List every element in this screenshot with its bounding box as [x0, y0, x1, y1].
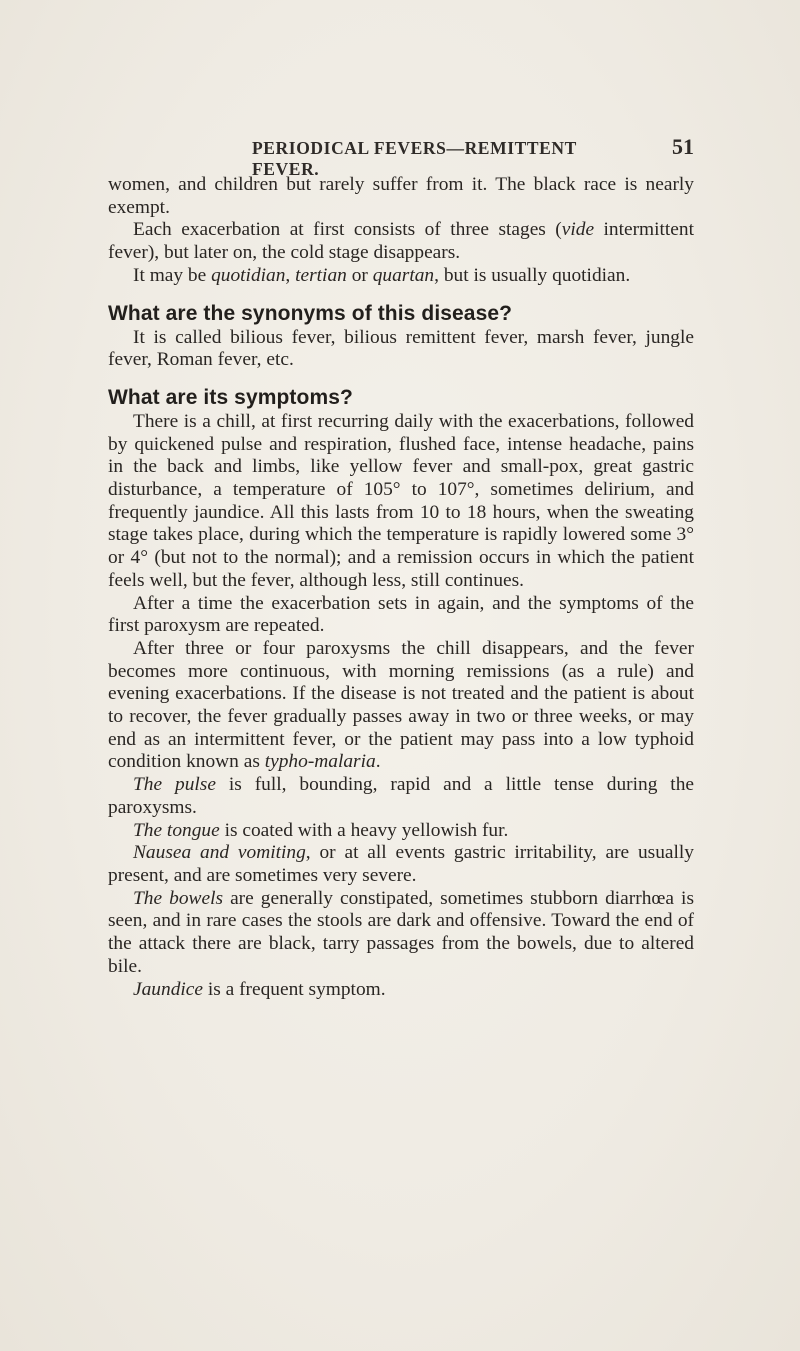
paragraph-exacerbation: After a time the exacerbation sets in again, and the symptoms of the first paroxysm are repeated. [108, 592, 694, 637]
page-number: 51 [672, 134, 694, 159]
paragraph-stages: Each exacerbation at first consists of three stages (vide intermittent fever), but later on, the cold stage disappears. [108, 219, 694, 264]
paragraph-synonyms: It is called bilious fever, bilious remittent fever, marsh fever, jungle fever, Roman fever, etc. [108, 326, 694, 371]
paragraph-types: It may be quotidian, tertian or quartan, but is usually quotidian. [133, 264, 631, 286]
paragraph-pulse: The pulse is full, bounding, rapid and a little tense during the paroxysms. [108, 774, 694, 818]
paragraph-chill: There is a chill, at first recurring daily with the exacerbations, followed by quickened pulse and respiration, flushed face, intense headache, pains in the back and limbs, like yellow fever and small-pox, great gastric disturbance, a temperature of 105° to 107°, sometimes delirium, and frequently jaundice. All this lasts from 10 to 18 hours, when the sweating stage takes place, during which the temperature is rapidly lowered some 3° or 4° (but not to the normal); and a remission occurs in which the patient feels well, but the fever, although less, still continues. [108, 410, 694, 591]
paragraph-paroxysms: After three or four paroxysms the chill disappears, and the fever becomes more continuous, with morning remissions (as a rule) and evening exacerbations. If the disease is not treated and the patient is about to recover, the fever gradually passes away in two or three weeks, or may end as an intermittent fever, or the patient may pass into a low typhoid condition known as typho-malaria. [108, 637, 694, 773]
question-heading-synonyms: What are the synonyms of this disease? [108, 301, 513, 325]
paragraph-bowels: The bowels are generally constipated, sometimes stubborn diarrhœa is seen, and in rare cases the stools are dark and offensive. Toward the end of the attack there are black, tarry passages from the bowels, due to altered bile. [108, 887, 694, 977]
paragraph-continuation: women, and children but rarely suffer from it. The black race is nearly exempt. [108, 174, 694, 218]
paragraph-nausea: Nausea and vomiting, or at all events gastric irritability, are usually present, and are sometimes very severe. [108, 842, 694, 886]
question-heading-symptoms: What are its symptoms? [108, 385, 353, 409]
body-text [108, 174, 694, 1001]
running-header: PERIODICAL FEVERS—REMITTENT FEVER. [252, 138, 577, 179]
paragraph-tongue: The tongue is coated with a heavy yellowish fur. [133, 819, 509, 841]
paragraph-jaundice: Jaundice is a frequent symptom. [133, 978, 386, 1000]
